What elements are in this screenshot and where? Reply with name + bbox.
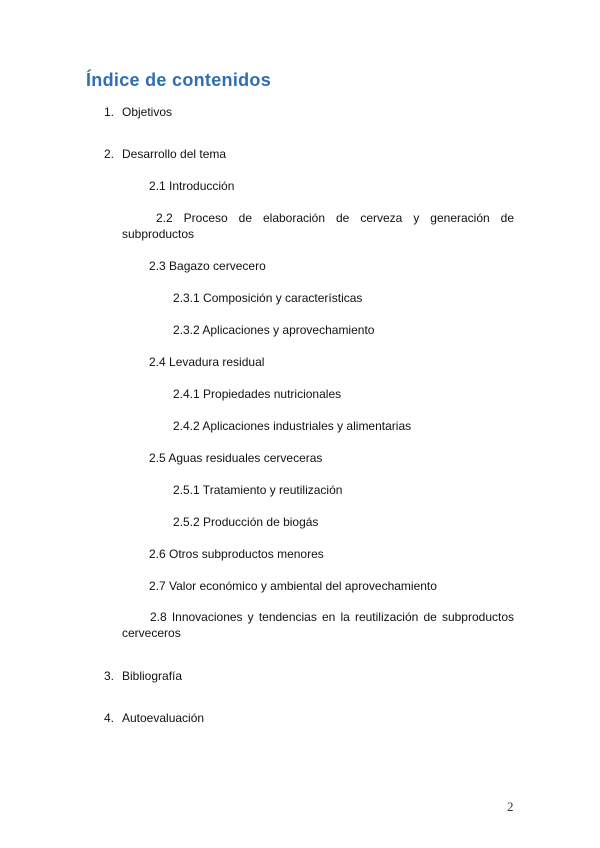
- toc-item-2-4-2[interactable]: 2.4.2 Aplicaciones industriales y alimentarias: [173, 419, 412, 433]
- toc-item-2-6[interactable]: 2.6 Otros subproductos menores: [149, 547, 324, 561]
- toc-item-2-3-2[interactable]: 2.3.2 Aplicaciones y aprovechamiento: [173, 323, 375, 337]
- toc-item-2-5[interactable]: 2.5 Aguas residuales cerveceras: [149, 451, 323, 465]
- toc-item-2-4-1[interactable]: 2.4.1 Propiedades nutricionales: [173, 387, 342, 401]
- toc-item-2-3-1[interactable]: 2.3.1 Composición y características: [173, 291, 363, 305]
- toc-item-label: Desarrollo del tema: [122, 147, 227, 161]
- toc-item-label: Autoevaluación: [122, 711, 205, 725]
- toc-item-label: Bibliografía: [122, 669, 183, 683]
- toc-item-2-5-1[interactable]: 2.5.1 Tratamiento y reutilización: [173, 483, 343, 497]
- toc-item-2-3[interactable]: 2.3 Bagazo cervecero: [149, 259, 266, 273]
- toc-item-2-1[interactable]: 2.1 Introducción: [149, 179, 235, 193]
- toc-item-2-2[interactable]: 2.2 Proceso de elaboración de cerveza y generación de subproductos: [122, 211, 514, 241]
- page-title: Índice de contenidos: [86, 70, 272, 90]
- toc-item-objetivos[interactable]: [104, 104, 172, 120]
- toc-item-2-8[interactable]: 2.8 Innovaciones y tendencias en la reutilización de subproductos cerveceros: [122, 610, 514, 640]
- toc-item-autoevaluacion[interactable]: [104, 710, 204, 726]
- toc-item-2-4[interactable]: 2.4 Levadura residual: [149, 355, 265, 369]
- toc-item-label: Objetivos: [122, 105, 173, 119]
- page-number: 2: [507, 799, 514, 814]
- toc-item-2-7[interactable]: 2.7 Valor económico y ambiental del aprovechamiento: [149, 579, 437, 593]
- toc-item-number: 1.: [104, 105, 115, 119]
- toc-item-bibliografia[interactable]: [104, 668, 182, 684]
- toc-item-desarrollo[interactable]: [104, 146, 226, 162]
- toc-item-number: 2.: [104, 147, 115, 161]
- toc-item-2-5-2[interactable]: 2.5.2 Producción de biogás: [173, 515, 319, 529]
- toc-item-number: 3.: [104, 669, 115, 683]
- toc-item-number: 4.: [104, 711, 115, 725]
